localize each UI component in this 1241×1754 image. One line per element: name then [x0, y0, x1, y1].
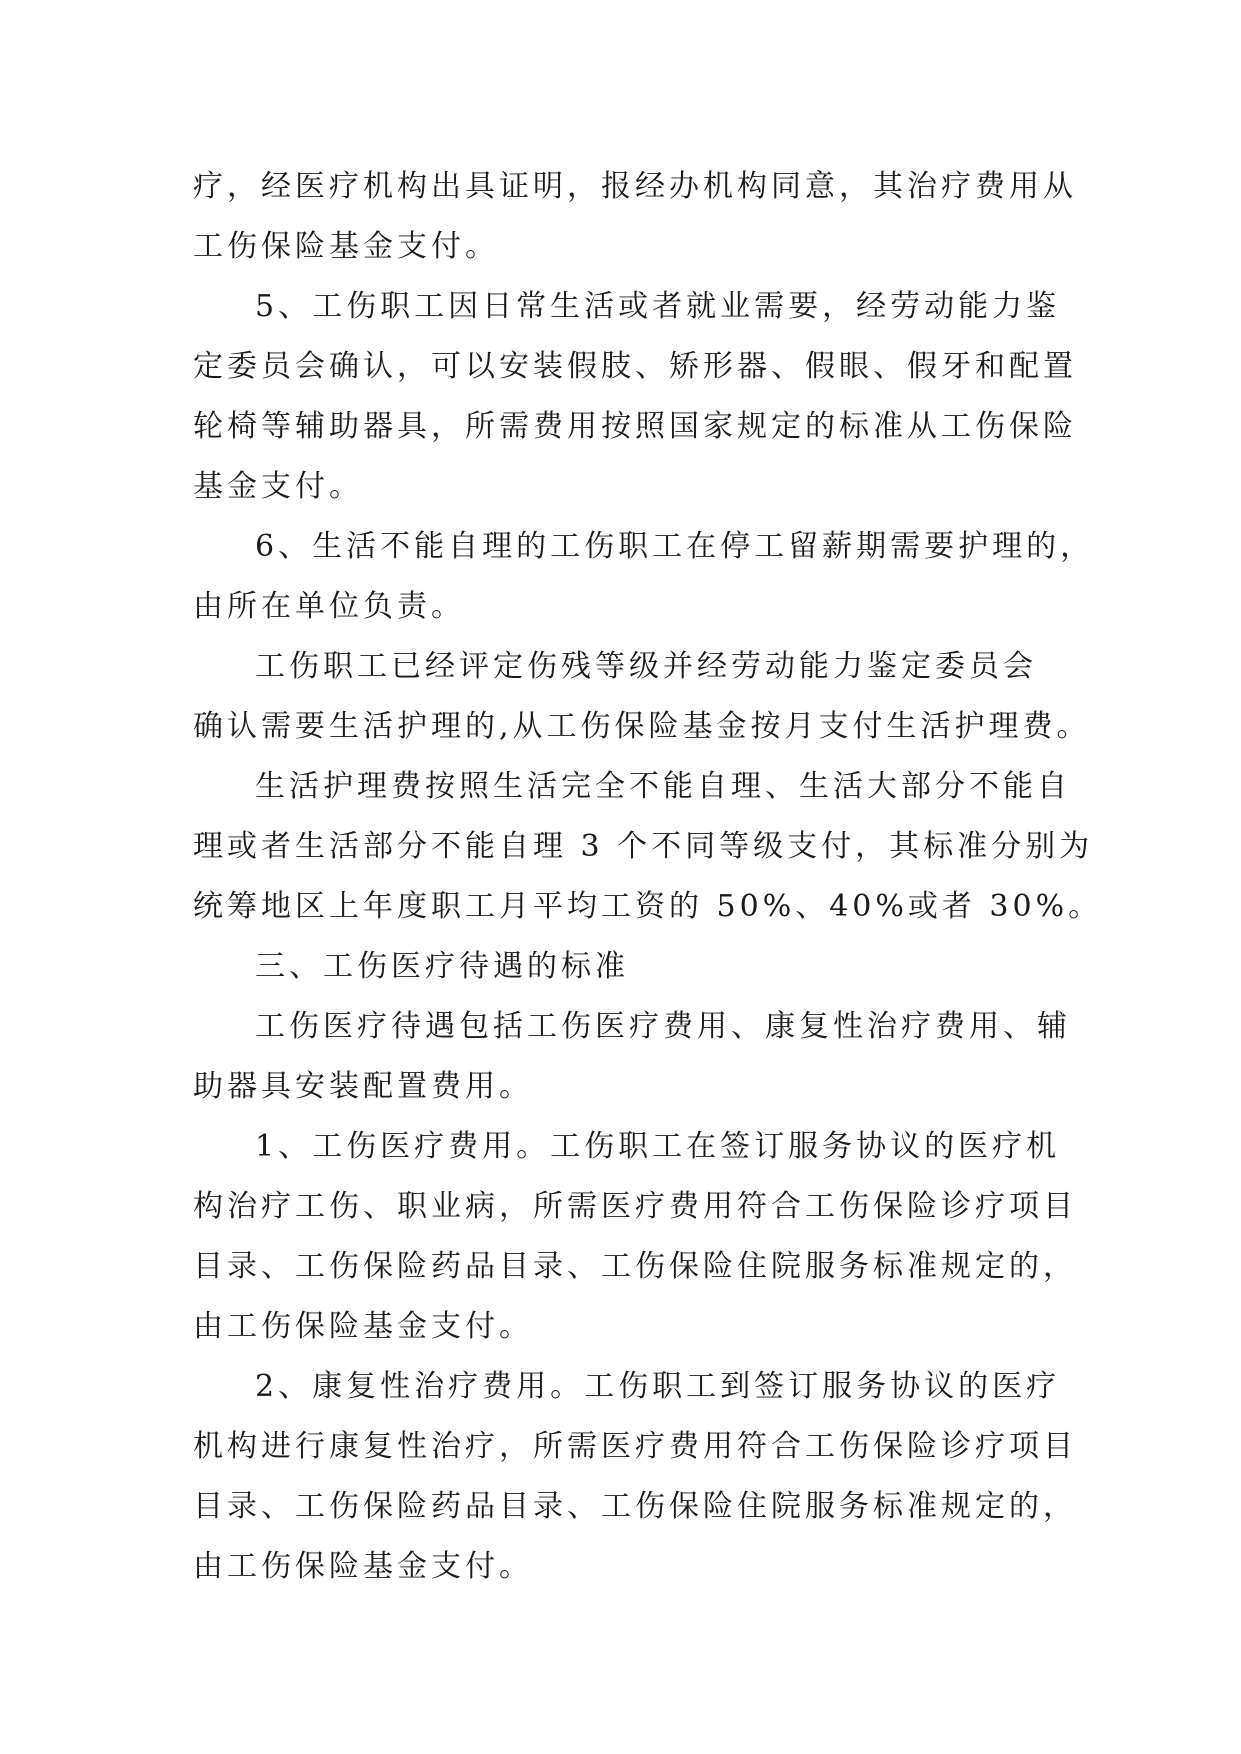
text-line: 疗，经医疗机构出具证明，报经办机构同意，其治疗费用从: [193, 169, 1077, 204]
section-heading: 三、工伤医疗待遇的标准: [255, 949, 629, 984]
text-line: 定委员会确认，可以安装假肢、矫形器、假眼、假牙和配置: [193, 349, 1077, 384]
text-line: 由工伤保险基金支付。: [193, 1309, 533, 1344]
text-line: 轮椅等辅助器具，所需费用按照国家规定的标准从工伤保险: [193, 409, 1077, 444]
text-line: 1、工伤医疗费用。工伤职工在签订服务协议的医疗机: [255, 1129, 1061, 1164]
text-line: 基金支付。: [193, 469, 363, 504]
text-line: 统筹地区上年度职工月平均工资的 50%、40%或者 30%。: [193, 889, 1103, 924]
text-line: 工伤保险基金支付。: [193, 229, 499, 264]
text-line: 机构进行康复性治疗，所需医疗费用符合工伤保险诊疗项目: [193, 1429, 1077, 1464]
text-line: 工伤医疗待遇包括工伤医疗费用、康复性治疗费用、辅: [255, 1009, 1071, 1044]
text-line: 目录、工伤保险药品目录、工伤保险住院服务标准规定的，: [193, 1489, 1077, 1524]
text-line: 助器具安装配置费用。: [193, 1069, 533, 1104]
text-line: 理或者生活部分不能自理 3 个不同等级支付，其标准分别为: [193, 829, 1094, 864]
text-line: 由所在单位负责。: [193, 589, 465, 624]
text-line: 生活护理费按照生活完全不能自理、生活大部分不能自: [255, 769, 1071, 804]
text-line: 5、工伤职工因日常生活或者就业需要，经劳动能力鉴: [255, 289, 1061, 324]
text-line: 确认需要生活护理的,从工伤保险基金按月支付生活护理费。: [193, 709, 1091, 744]
text-line: 目录、工伤保险药品目录、工伤保险住院服务标准规定的，: [193, 1249, 1077, 1284]
text-line: 工伤职工已经评定伤残等级并经劳动能力鉴定委员会: [255, 649, 1037, 684]
text-line: 6、生活不能自理的工伤职工在停工留薪期需要护理的，: [255, 529, 1095, 564]
text-line: 由工伤保险基金支付。: [193, 1549, 533, 1584]
text-line: 构治疗工伤、职业病，所需医疗费用符合工伤保险诊疗项目: [193, 1189, 1077, 1224]
text-line: 2、康复性治疗费用。工伤职工到签订服务协议的医疗: [255, 1369, 1061, 1404]
document-body: [193, 157, 1103, 1597]
